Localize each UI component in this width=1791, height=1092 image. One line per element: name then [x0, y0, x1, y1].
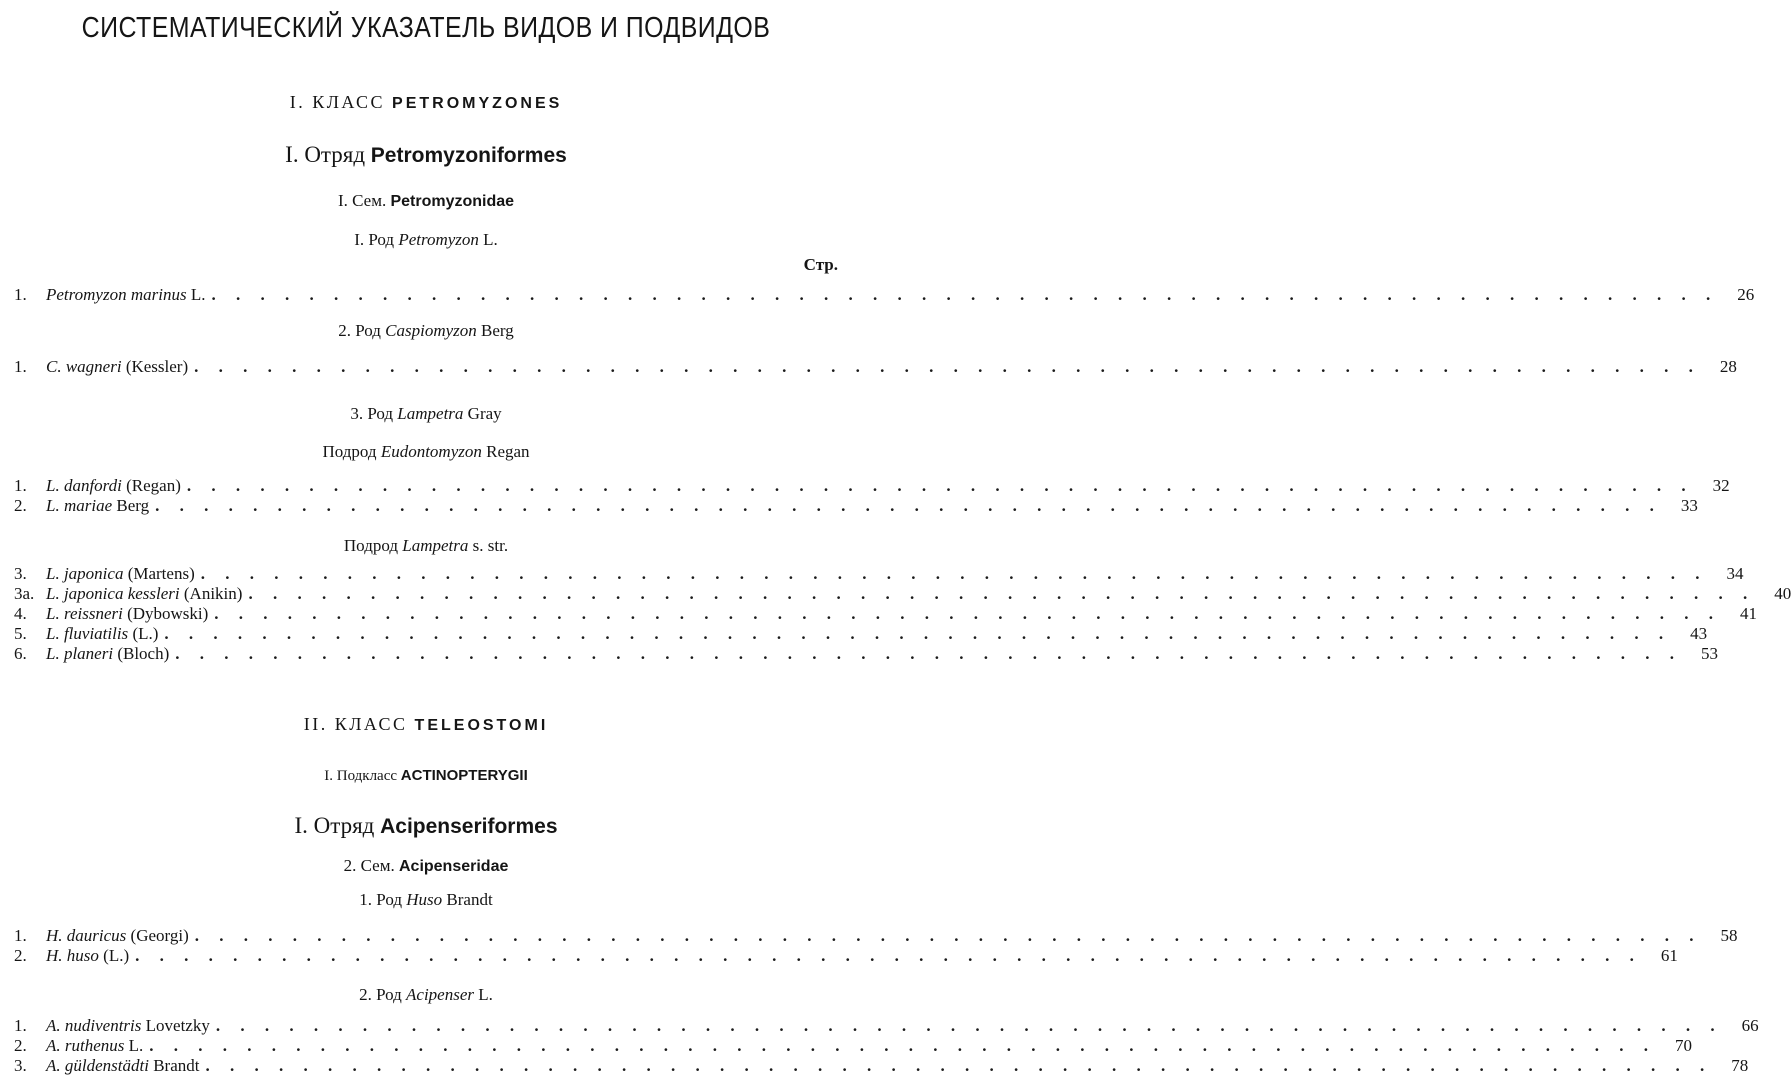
page-number: 26 — [1737, 285, 1755, 304]
entry-number: 1. — [14, 1016, 27, 1035]
species-name: L. fluviatilis (L.) — [46, 624, 159, 643]
class-prefix: II. КЛАСС — [303, 714, 408, 734]
page-number: 58 — [1720, 926, 1738, 945]
family-heading — [0, 856, 852, 876]
order-heading — [0, 142, 852, 168]
order-name: Acipenseriformes — [380, 815, 558, 838]
species-entry — [14, 564, 1744, 584]
species-entry — [14, 644, 1718, 664]
class-name: PETROMYZONES — [392, 95, 563, 112]
page-number: 66 — [1741, 1016, 1759, 1035]
order-prefix: I. Отряд — [285, 142, 366, 167]
page-number: 41 — [1740, 604, 1758, 623]
genus-author: L. — [478, 985, 493, 1004]
genus-author: L. — [483, 230, 498, 249]
entry-number: 3. — [14, 1056, 27, 1075]
subgenus-heading — [0, 536, 852, 556]
family-name: Acipenseridae — [398, 858, 509, 875]
genus-prefix: 2. Род — [359, 985, 402, 1004]
species-name: H. huso (L.) — [46, 946, 130, 965]
genus-heading — [0, 230, 852, 250]
genus-prefix: 1. Род — [359, 890, 402, 909]
species-entry — [14, 624, 1708, 644]
leader-dots: . . . . . . . . . . . . . . . . . . . . . . . . . . . . . . . . . . . . . . . . . . . . . . . . . . . . . . . . . . . . . . — [200, 564, 1708, 583]
genus-name: Petromyzon — [398, 230, 479, 249]
subgenus-heading — [0, 442, 852, 462]
species-entry — [14, 285, 1755, 305]
page-column-label: Стр. — [803, 255, 838, 274]
species-name: C. wagneri (Kessler) — [46, 357, 189, 376]
page-number: 28 — [1719, 357, 1737, 376]
species-name: A. güldenstädti Brandt — [46, 1056, 200, 1075]
page-number: 61 — [1660, 946, 1678, 965]
subgenus-author: Regan — [486, 442, 530, 461]
leader-dots: . . . . . . . . . . . . . . . . . . . . . . . . . . . . . . . . . . . . . . . . . . . . . . . . . . . . . . . . . . . . . . — [211, 285, 1719, 304]
entry-number: 3. — [14, 564, 27, 583]
order-prefix: I. Отряд — [294, 813, 375, 838]
subclass-name: ACTINOPTERYGII — [400, 767, 528, 784]
page-number: 78 — [1731, 1056, 1749, 1075]
species-entry — [14, 496, 1698, 516]
page-number: 40 — [1774, 584, 1791, 603]
page-number: 34 — [1726, 564, 1744, 583]
genus-name: Lampetra — [397, 404, 464, 423]
genus-name: Acipenser — [406, 985, 475, 1004]
genus-name: Caspiomyzon — [385, 321, 477, 340]
entry-number: 2. — [14, 1036, 27, 1055]
species-name: H. dauricus (Georgi) — [46, 926, 189, 945]
family-prefix: 2. Сем. — [343, 856, 395, 875]
leader-dots: . . . . . . . . . . . . . . . . . . . . . . . . . . . . . . . . . . . . . . . . . . . . . . . . . . . . . . . . . . . . . . — [248, 584, 1756, 603]
leader-dots: . . . . . . . . . . . . . . . . . . . . . . . . . . . . . . . . . . . . . . . . . . . . . . . . . . . . . . . . . . . . . . — [149, 1036, 1657, 1055]
entry-number: 1. — [14, 285, 27, 304]
entry-number: 3a. — [14, 584, 35, 603]
leader-dots: . . . . . . . . . . . . . . . . . . . . . . . . . . . . . . . . . . . . . . . . . . . . . . . . . . . . . . . . . . . . . . — [164, 624, 1672, 643]
species-name: L. japonica kessleri (Anikin) — [46, 584, 243, 603]
species-name: A. ruthenus L. — [46, 1036, 144, 1055]
entry-number: 4. — [14, 604, 27, 623]
subgenus-prefix: Подрод — [322, 442, 377, 461]
species-entry — [14, 584, 1791, 604]
leader-dots: . . . . . . . . . . . . . . . . . . . . . . . . . . . . . . . . . . . . . . . . . . . . . . . . . . . . . . . . . . . . . . — [175, 644, 1682, 663]
page-number: 53 — [1701, 644, 1718, 663]
leader-dots: . . . . . . . . . . . . . . . . . . . . . . . . . . . . . . . . . . . . . . . . . . . . . . . . . . . . . . . . . . . . . . — [186, 476, 1694, 495]
entry-number: 5. — [14, 624, 27, 643]
class-heading — [0, 714, 852, 735]
order-heading — [0, 813, 852, 839]
species-name: L. mariae Berg — [46, 496, 150, 515]
species-name: Petromyzon marinus L. — [46, 285, 206, 304]
page-number: 43 — [1690, 624, 1708, 643]
entry-number: 2. — [14, 496, 27, 515]
species-entry — [14, 1016, 1759, 1036]
species-name: A. nudiventris Lovetzky — [46, 1016, 210, 1035]
genus-prefix: 3. Род — [350, 404, 394, 423]
species-entry — [14, 946, 1678, 966]
class-prefix: I. КЛАСС — [289, 92, 386, 112]
genus-author: Berg — [481, 321, 514, 340]
genus-heading — [0, 890, 852, 910]
page-number: 32 — [1712, 476, 1730, 495]
species-entry — [14, 926, 1738, 946]
species-entry — [14, 604, 1758, 624]
genus-author: Gray — [467, 404, 502, 423]
genus-heading — [0, 321, 852, 341]
family-name: Petromyzonidae — [390, 193, 515, 210]
family-heading — [0, 191, 852, 211]
species-name: L. planeri (Bloch) — [46, 644, 170, 663]
species-entry — [14, 1036, 1693, 1056]
leader-dots: . . . . . . . . . . . . . . . . . . . . . . . . . . . . . . . . . . . . . . . . . . . . . . . . . . . . . . . . . . . . . . — [135, 946, 1642, 965]
species-name: L. danfordi (Regan) — [46, 476, 181, 495]
species-entry — [14, 1056, 1749, 1076]
leader-dots: . . . . . . . . . . . . . . . . . . . . . . . . . . . . . . . . . . . . . . . . . . . . . . . . . . . . . . . . . . . . . . — [214, 604, 1722, 623]
class-name: TELEOSTOMI — [414, 717, 549, 734]
page-number: 33 — [1680, 496, 1698, 515]
family-prefix: I. Сем. — [337, 191, 387, 210]
subgenus-prefix: Подрод — [343, 536, 399, 555]
species-name: L. reissneri (Dybowski) — [46, 604, 209, 623]
species-entry — [14, 357, 1737, 377]
leader-dots: . . . . . . . . . . . . . . . . . . . . . . . . . . . . . . . . . . . . . . . . . . . . . . . . . . . . . . . . . . . . . . — [194, 926, 1702, 945]
entry-number: 6. — [14, 644, 27, 663]
leader-dots: . . . . . . . . . . . . . . . . . . . . . . . . . . . . . . . . . . . . . . . . . . . . . . . . . . . . . . . . . . . . . . — [155, 496, 1662, 515]
species-name: L. japonica (Martens) — [46, 564, 195, 583]
subclass-prefix: I. Подкласс — [324, 768, 398, 784]
page-title: СИСТЕМАТИЧЕСКИЙ УКАЗАТЕЛЬ ВИДОВ И ПОДВИДОВ — [81, 12, 771, 44]
genus-author: Brandt — [446, 890, 493, 909]
genus-prefix: I. Род — [354, 230, 395, 249]
genus-name: Huso — [406, 890, 443, 909]
page-number: 70 — [1675, 1036, 1693, 1055]
leader-dots: . . . . . . . . . . . . . . . . . . . . . . . . . . . . . . . . . . . . . . . . . . . . . . . . . . . . . . . . . . . . . . — [215, 1016, 1723, 1035]
order-name: Petromyzoniformes — [370, 144, 567, 167]
leader-dots: . . . . . . . . . . . . . . . . . . . . . . . . . . . . . . . . . . . . . . . . . . . . . . . . . . . . . . . . . . . . . . — [194, 357, 1701, 376]
leader-dots: . . . . . . . . . . . . . . . . . . . . . . . . . . . . . . . . . . . . . . . . . . . . . . . . . . . . . . . . . . . . . . — [205, 1056, 1713, 1075]
species-entry — [14, 476, 1730, 496]
class-heading — [0, 92, 852, 113]
entry-number: 1. — [14, 476, 27, 495]
subclass-heading — [0, 767, 852, 785]
genus-heading — [0, 404, 852, 424]
subgenus-name: Eudontomyzon — [380, 442, 482, 461]
subgenus-author: s. str. — [472, 536, 509, 555]
entry-number: 1. — [14, 926, 27, 945]
genus-heading — [0, 985, 852, 1005]
subgenus-name: Lampetra — [402, 536, 469, 555]
entry-number: 1. — [14, 357, 27, 376]
genus-prefix: 2. Род — [338, 321, 381, 340]
entry-number: 2. — [14, 946, 27, 965]
